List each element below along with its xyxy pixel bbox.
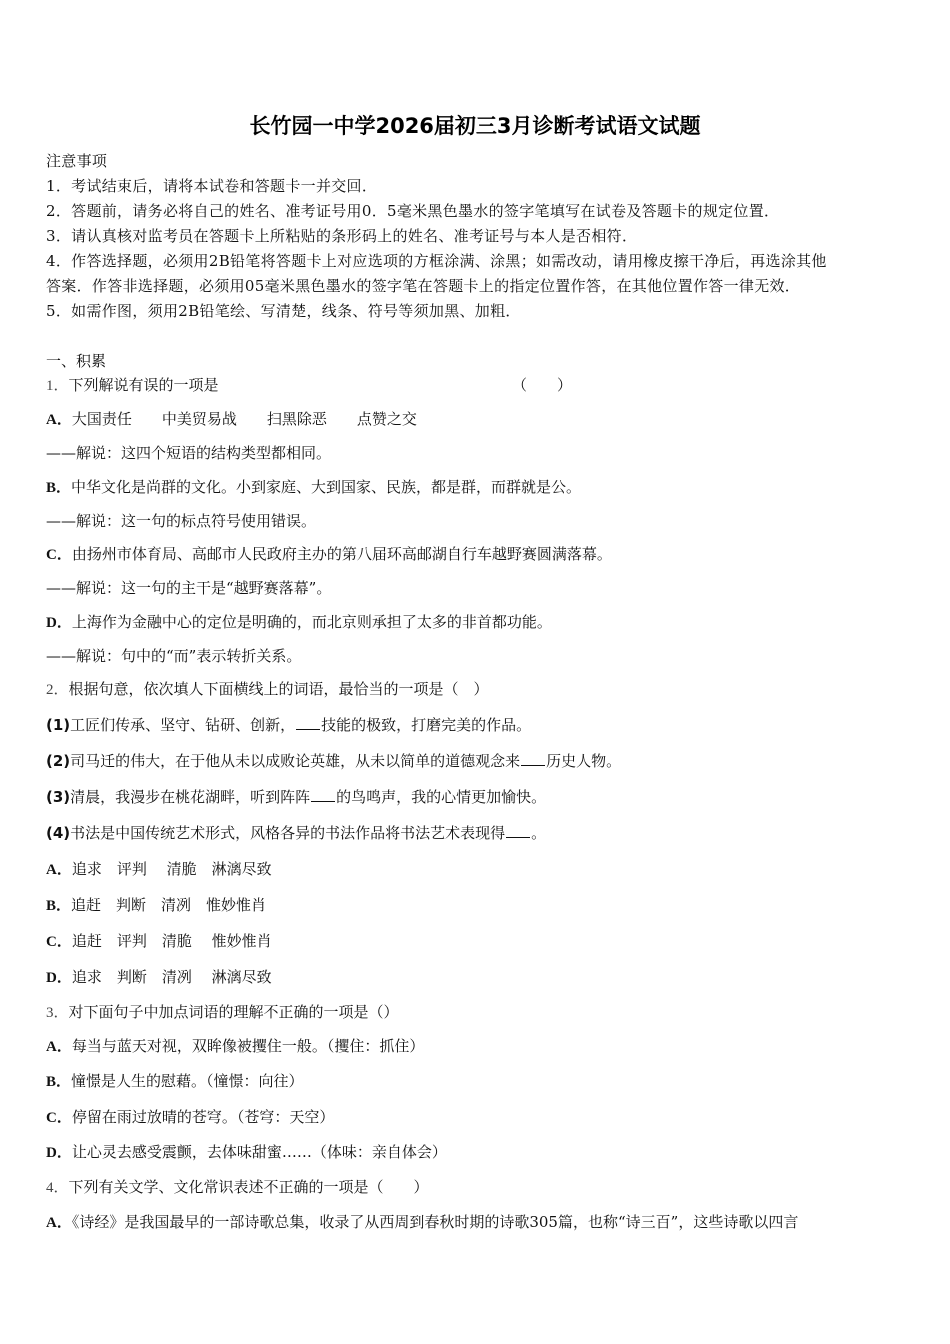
sentence-label: (3) [46,788,71,806]
option-label: D． [46,615,72,631]
q4-option-a [46,1212,798,1233]
q3-option-a [46,1036,424,1057]
option-text: 每当与蓝天对视，双眸像被攫住一般。（攫住：抓住） [71,1037,425,1055]
q2-sentence-4 [46,823,546,843]
section-heading: 一、积累 [46,352,107,370]
q1-stem-text: 下列解说有误的一项是 [68,376,219,394]
option-text: 上海作为金融中心的定位是明确的，而北京则承担了太多的非首都功能。 [71,613,552,631]
option-label: D． [46,970,72,986]
q3-number: 3． [46,1005,69,1021]
notice-item-4-cont: 答案．作答非选择题，必须用05毫米黑色墨水的签字笔在答题卡上的指定位置作答，在其他位置作答一律无效． [46,277,801,295]
q2-sentence-1 [46,715,531,735]
option-label: A． [46,412,72,428]
q1-stem [46,375,219,396]
sentence-label: (1) [46,716,71,734]
notice-heading: 注意事项 [46,152,108,170]
q3-option-b [46,1071,304,1092]
option-text: 由扬州市体育局、高邮市人民政府主办的第八届环高邮湖自行车越野赛圆满落幕。 [71,545,612,563]
fill-blank [296,715,320,730]
q2-option-a [46,859,272,880]
option-label: C． [46,934,72,950]
q2-number: 2． [46,682,69,698]
q1-explain-b: ——解说：这一句的标点符号使用错误。 [46,512,317,530]
notice-item-4: 4．作答选择题，必须用2B铅笔将答题卡上对应选项的方框涂满、涂黑；如需改动，请用橡皮擦干净后，再选涂其他 [46,252,827,270]
sentence-label: (2) [46,752,71,770]
q2-option-c [46,931,272,952]
q1-explain-d: ——解说：句中的“而”表示转折关系。 [46,647,302,665]
q2-option-d [46,967,272,988]
sentence-after: 历史人物。 [546,752,622,770]
q2-stem [46,679,489,700]
q1-option-a [46,409,417,430]
q1-option-c [46,544,612,565]
option-text: 让心灵去感受震颤，去体味甜蜜……（体味：亲自体会） [71,1143,447,1161]
fill-blank [311,787,335,802]
q1-option-d [46,612,552,633]
sentence-after: 技能的极致，打磨完美的作品。 [321,716,532,734]
sentence-before: 工匠们传承、坚守、钻研、创新， [70,716,296,734]
sentence-before: 司马迁的伟大，在于他从未以成败论英雄，从未以简单的道德观念来 [70,752,521,770]
q3-stem-text: 对下面句子中加点词语的理解不正确的一项是（） [68,1003,399,1021]
fill-blank [521,751,545,766]
q1-explain-c: ——解说：这一句的主干是“越野赛落幕”。 [46,579,332,597]
q3-stem [46,1002,399,1023]
option-label: B． [46,898,72,914]
option-text: 中华文化是尚群的文化。小到家庭、大到国家、民族，都是群，而群就是公。 [71,478,582,496]
q2-sentence-3 [46,787,546,807]
option-text: 憧憬是人生的慰藉。（憧憬：向往） [71,1072,304,1090]
sentence-label: (4) [46,824,71,842]
q1-number: 1． [46,378,69,394]
q1-answer-paren: （ ） [512,376,573,394]
notice-item-3: 3．请认真核对监考员在答题卡上所粘贴的条形码上的姓名、准考证号与本人是否相符． [46,227,638,245]
sentence-after: 的鸟鸣声，我的心情更加愉快。 [336,788,547,806]
option-label: A． [46,862,72,878]
option-label: A． [46,1039,72,1055]
option-label: D． [46,1145,72,1161]
sentence-before: 清晨，我漫步在桃花湖畔，听到阵阵 [70,788,311,806]
sentence-after: 。 [531,824,547,842]
option-text: 《诗经》是我国最早的一部诗歌总集，收录了从西周到春秋时期的诗歌305篇，也称“诗三百”，这些诗歌以四言 [71,1213,799,1231]
option-label: B． [46,1074,72,1090]
notice-item-5: 5．如需作图，须用2B铅笔绘、写清楚，线条、符号等须加黑、加粗． [46,302,521,320]
q2-stem-text: 根据句意，依次填人下面横线上的词语，最恰当的一项是（ ） [68,680,489,698]
option-label: B． [46,480,72,496]
option-text: 追求 评判 清脆 淋漓尽致 [71,860,272,878]
q4-number: 4． [46,1180,69,1196]
option-label: C． [46,547,72,563]
notice-item-2: 2．答题前，请务必将自己的姓名、准考证号用0．5毫米黑色墨水的签字笔填写在试卷及答题卡的规定位置． [46,202,780,220]
q1-option-b [46,477,581,498]
option-label: C． [46,1110,72,1126]
option-text: 追赶 评判 清脆 惟妙惟肖 [71,932,272,950]
q3-option-d [46,1142,447,1163]
q2-option-b [46,895,266,916]
option-text: 大国责任 中美贸易战 扫黑除恶 点赞之交 [71,410,417,428]
notice-item-1: 1．考试结束后，请将本试卷和答题卡一并交回． [46,177,378,195]
option-text: 停留在雨过放晴的苍穹。（苍穹：天空） [71,1108,335,1126]
q4-stem [46,1177,429,1198]
q4-stem-text: 下列有关文学、文化常识表述不正确的一项是（ ） [68,1178,429,1196]
fill-blank [506,823,530,838]
sentence-before: 书法是中国传统艺术形式，风格各异的书法作品将书法艺术表现得 [70,824,506,842]
q1-explain-a: ——解说：这四个短语的结构类型都相同。 [46,444,332,462]
q2-sentence-2 [46,751,621,771]
option-text: 追求 判断 清冽 淋漓尽致 [71,968,272,986]
exam-title: 长竹园一中学2026届初三3月诊断考试语文试题 [249,114,701,138]
option-label: A． [46,1215,72,1231]
q3-option-c [46,1107,334,1128]
option-text: 追赶 判断 清冽 惟妙惟肖 [71,896,267,914]
